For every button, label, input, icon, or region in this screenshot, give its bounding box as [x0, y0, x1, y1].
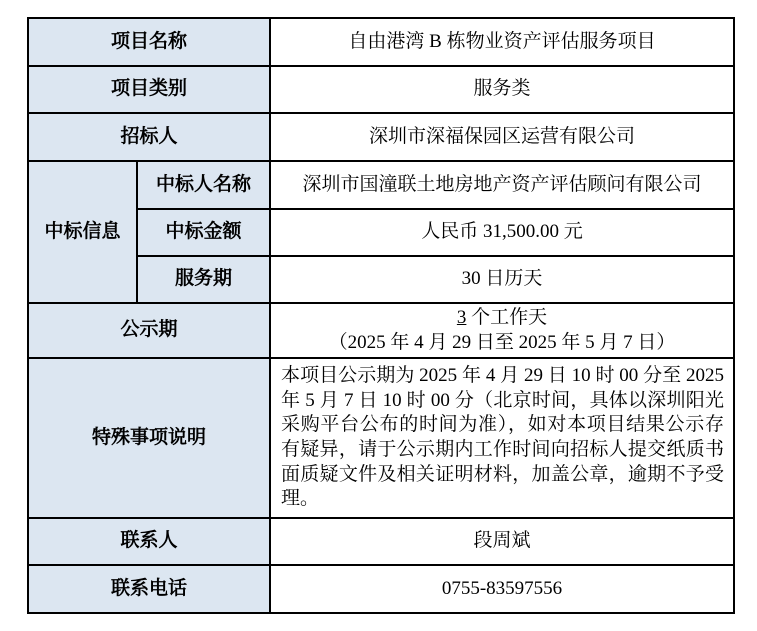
project-name-value: 自由港湾 B 栋物业资产评估服务项目	[270, 18, 734, 66]
bid-award-announcement-table	[27, 17, 735, 614]
contact-person-value: 段周斌	[270, 518, 734, 565]
publicity-days-number: 3	[456, 306, 467, 328]
award-amount-label: 中标金额	[137, 209, 270, 256]
publicity-period-value	[270, 303, 734, 358]
winner-name-label: 中标人名称	[137, 161, 270, 209]
table-row	[28, 18, 734, 66]
special-notes-value: 本项目公示期为 2025 年 4 月 29 日 10 时 00 分至 2025 年 5 月 7 日 10 时 00 分（北京时间，具体以深圳阳光采购平台公布的时间为准），如对本项目结果公示存有疑异，请于公示期内工作时间向招标人提交纸质书面质疑文件及相关证明材料，加盖公章，逾期不予受理。	[270, 358, 734, 518]
table-row	[28, 518, 734, 565]
publicity-days-line	[272, 306, 732, 331]
contact-phone-value: 0755-83597556	[270, 565, 734, 613]
table-row	[28, 161, 734, 209]
tenderer-value: 深圳市深福保园区运营有限公司	[270, 113, 734, 161]
award-amount-value: 人民币 31,500.00 元	[270, 209, 734, 256]
publicity-days-unit: 个工作天	[466, 306, 548, 328]
service-period-label: 服务期	[137, 256, 270, 303]
winner-name-value: 深圳市国潼联土地房地产资产评估顾问有限公司	[270, 161, 734, 209]
contact-phone-label: 联系电话	[28, 565, 270, 613]
publicity-date-range: （2025 年 4 月 29 日至 2025 年 5 月 7 日）	[328, 331, 676, 353]
tenderer-label: 招标人	[28, 113, 270, 161]
special-notes-label: 特殊事项说明	[28, 358, 270, 518]
publicity-period-label: 公示期	[28, 303, 270, 358]
project-category-value: 服务类	[270, 66, 734, 113]
table-row	[28, 358, 734, 518]
project-name-label: 项目名称	[28, 18, 270, 66]
table-row	[28, 303, 734, 358]
table-row	[28, 66, 734, 113]
table-row	[28, 565, 734, 613]
contact-person-label: 联系人	[28, 518, 270, 565]
project-category-label: 项目类别	[28, 66, 270, 113]
award-info-label: 中标信息	[28, 161, 137, 303]
service-period-value: 30 日历天	[270, 256, 734, 303]
table-row	[28, 113, 734, 161]
